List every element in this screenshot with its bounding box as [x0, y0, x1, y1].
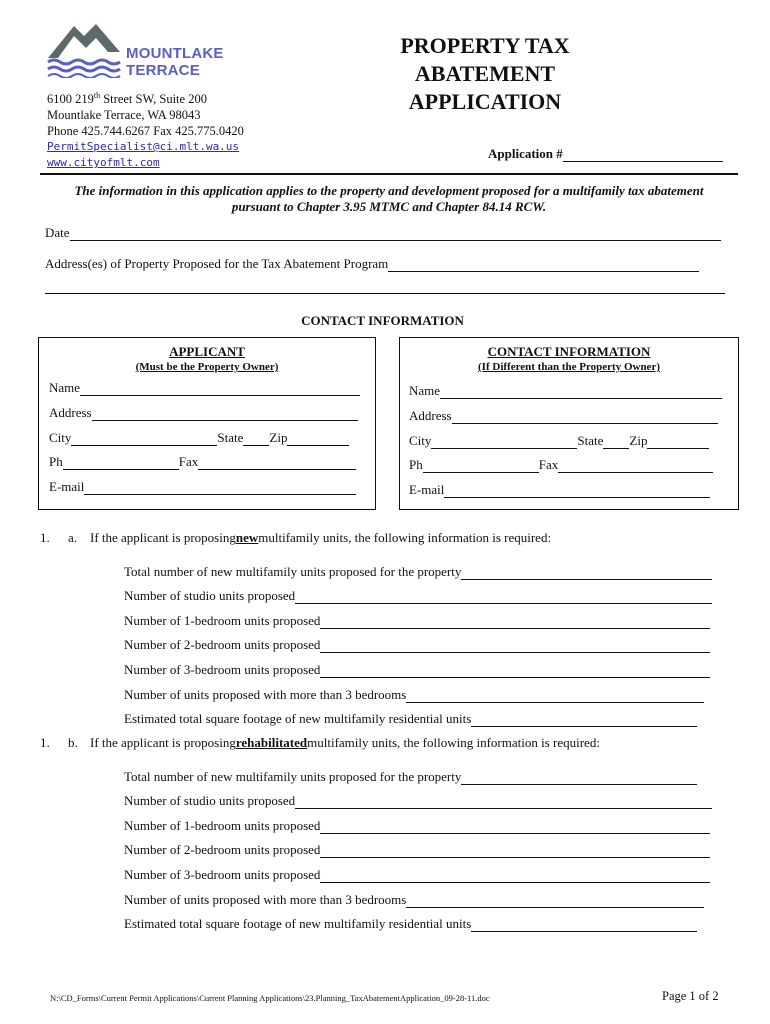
applicant-email-field[interactable]: E-mail: [49, 479, 356, 495]
applicant-title: APPLICANT: [169, 344, 245, 359]
section-1a-items: [124, 555, 712, 727]
contact-section-title: CONTACT INFORMATION: [301, 313, 464, 328]
section-1a-heading: 1. a. If the applicant is proposing new multifamily units, the following information is required:: [40, 530, 552, 545]
city-logo: [44, 18, 244, 80]
website-link[interactable]: www.cityofmlt.com: [47, 156, 160, 170]
org-address-block: [47, 88, 244, 171]
contact-box: [399, 337, 739, 510]
section-1b-item[interactable]: Number of 1-bedroom units proposed: [124, 809, 712, 834]
section-1a-item[interactable]: Number of 1-bedroom units proposed: [124, 604, 712, 629]
phone-fax: Phone 425.744.6267 Fax 425.775.0420: [47, 124, 244, 139]
section-1b-item[interactable]: Number of units proposed with more than 3 bedrooms: [124, 883, 712, 908]
contact-subtitle: (If Different than the Property Owner): [478, 361, 660, 373]
section-1b-heading: 1. b. If the applicant is proposing rehabilitated multifamily units, the following information is required:: [40, 735, 600, 750]
contact-title: CONTACT INFORMATION: [487, 344, 651, 359]
section-1b-items: [124, 760, 712, 932]
contact-email-field[interactable]: E-mail: [409, 482, 710, 498]
property-address-line2[interactable]: [45, 293, 725, 294]
section-1a-item[interactable]: Number of units proposed with more than 3 bedrooms: [124, 678, 712, 703]
address-street: 6100 219th Street SW, Suite 200: [47, 91, 207, 107]
applicant-name-field[interactable]: Name: [49, 380, 360, 396]
section-1a-item[interactable]: Number of studio units proposed: [124, 580, 712, 605]
section-1a-item[interactable]: Number of 2-bedroom units proposed: [124, 629, 712, 654]
contact-phone-fax-field[interactable]: Ph Fax: [409, 457, 713, 473]
section-1a-item[interactable]: Estimated total square footage of new multifamily residential units: [124, 703, 712, 728]
address-city: Mountlake Terrace, WA 98043: [47, 108, 201, 123]
contact-address-field[interactable]: Address: [409, 408, 718, 424]
logo-text-terrace: TERRACE: [126, 62, 200, 79]
section-1b-item[interactable]: Number of 3-bedroom units proposed: [124, 858, 712, 883]
footer-file-path: N:\CD_Forms\Current Permit Applications\Current Planning Applications\23.Planning_TaxAbatementApplication_09-28-11.doc: [50, 993, 490, 1003]
intro-text: The information in this application applies to the property and development proposed for a multifamily tax abatement pursuant to Chapter 3.95 MTMC and Chapter 84.14 RCW.: [74, 183, 704, 214]
applicant-box: [38, 337, 376, 510]
contact-city-state-zip-field[interactable]: City State Zip: [409, 433, 709, 449]
section-1b-item[interactable]: Number of studio units proposed: [124, 785, 712, 810]
page-title: PROPERTY TAX ABATEMENT APPLICATION: [400, 33, 570, 114]
logo-text-mountlake: MOUNTLAKE: [126, 45, 224, 62]
application-number-field[interactable]: Application #: [488, 146, 723, 162]
header-divider: [40, 173, 738, 175]
section-1a-item[interactable]: Total number of new multifamily units proposed for the property: [124, 555, 712, 580]
contact-name-field[interactable]: Name: [409, 383, 722, 399]
applicant-phone-fax-field[interactable]: Ph Fax: [49, 454, 356, 470]
section-1b-item[interactable]: Number of 2-bedroom units proposed: [124, 834, 712, 859]
applicant-city-state-zip-field[interactable]: City State Zip: [49, 430, 349, 446]
applicant-address-field[interactable]: Address: [49, 405, 358, 421]
applicant-subtitle: (Must be the Property Owner): [135, 361, 279, 373]
section-1a-item[interactable]: Number of 3-bedroom units proposed: [124, 653, 712, 678]
page-number: Page 1 of 2: [662, 989, 719, 1003]
section-1b-item[interactable]: Estimated total square footage of new multifamily residential units: [124, 908, 712, 933]
mountain-logo-icon: [44, 18, 124, 78]
email-link[interactable]: PermitSpecialist@ci.mlt.wa.us: [47, 140, 240, 154]
date-field[interactable]: Date: [45, 225, 721, 241]
property-address-field[interactable]: Address(es) of Property Proposed for the Tax Abatement Program: [45, 256, 699, 272]
section-1b-item[interactable]: Total number of new multifamily units proposed for the property: [124, 760, 712, 785]
